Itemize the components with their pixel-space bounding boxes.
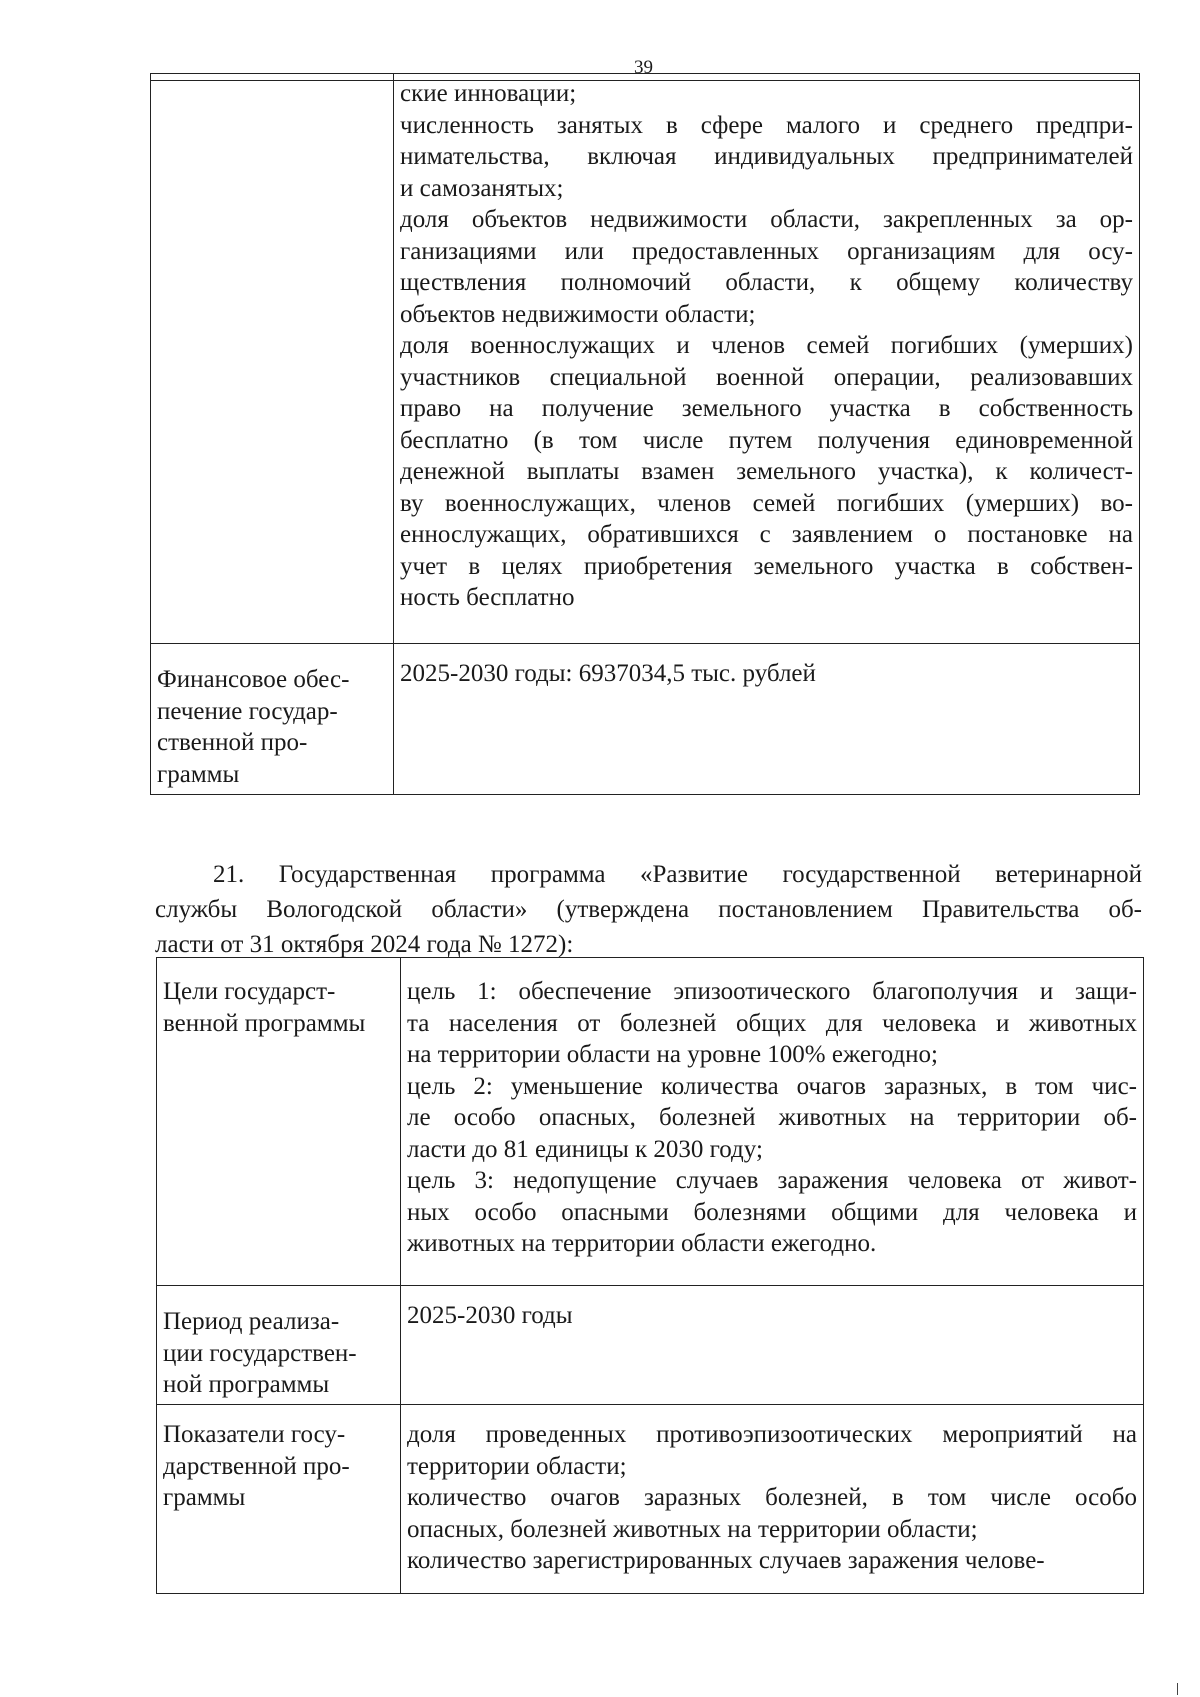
row-value-cell — [401, 1286, 1144, 1405]
text-line: ву военнослужащих, членов семей погибших (умерших) во- — [400, 489, 1133, 517]
text-line: Финансовое обес- — [157, 666, 350, 693]
text-line: учет в целях приобретения земельного участка в собствен- — [400, 552, 1133, 580]
text-line: дарственной про- — [163, 1452, 350, 1480]
text-line: ции государствен- — [163, 1339, 357, 1367]
text-line: денежной выплаты взамен земельного участка), к количест- — [400, 458, 1133, 485]
text-line: ных особо опасными болезнями общими для человека и — [407, 1198, 1137, 1226]
row-value — [400, 78, 1133, 614]
text-line: численность занятых в сфере малого и среднего предпри- — [400, 111, 1133, 139]
text-line: цель 1: обеспечение эпизоотического благополучия и защи- — [407, 978, 1137, 1005]
text-line: ной программы — [163, 1371, 330, 1398]
text-line: Цели государст- — [163, 978, 336, 1005]
row-label-cell — [157, 958, 401, 1286]
row-value — [407, 1300, 1137, 1332]
text-line: доля проведенных противоэпизоотических мероприятий на — [407, 1421, 1137, 1448]
text-line: и самозанятых; — [400, 174, 564, 202]
row-label — [163, 1306, 394, 1401]
row-value-cell — [401, 1405, 1144, 1594]
text-line: ность бесплатно — [400, 584, 575, 611]
row-label-cell — [151, 644, 394, 795]
text-line: ственной про- — [157, 729, 308, 756]
text-line: граммы — [157, 760, 240, 788]
row-value — [407, 1419, 1137, 1577]
row-value-cell — [401, 958, 1144, 1286]
text-line: печение государ- — [157, 697, 338, 725]
text-line: 2025-2030 годы — [407, 1302, 573, 1329]
paragraph-line: ласти от 31 октября 2024 года № 1272): — [155, 931, 574, 958]
row-label-cell — [157, 1286, 401, 1405]
text-line: объектов недвижимости области; — [400, 300, 756, 328]
text-line: опасных, болезней животных на территории области; — [407, 1515, 978, 1543]
row-label — [157, 664, 387, 790]
paragraph-line: службы Вологодской области» (утверждена постановлением Правительства об- — [155, 896, 1142, 923]
table-row — [157, 1286, 1144, 1405]
row-value-cell — [394, 644, 1140, 795]
row-label-cell — [151, 74, 394, 644]
table-row — [151, 74, 1140, 644]
paragraph-line: 21. Государственная программа «Развитие государственной ветеринарной — [213, 861, 1142, 888]
text-line: количество очагов заразных болезней, в том числе особо — [407, 1484, 1137, 1511]
text-line: нимательства, включая индивидуальных предпринимателей — [400, 143, 1133, 170]
text-line: право на получение земельного участка в собственность — [400, 395, 1133, 422]
row-label — [163, 1419, 394, 1514]
text-line: доля объектов недвижимости области, закрепленных за ор- — [400, 206, 1133, 233]
text-line: количество зарегистрированных случаев заражения челове- — [407, 1547, 1045, 1574]
text-line: цель 2: уменьшение количества очагов заразных, в том чис- — [407, 1072, 1137, 1100]
text-line: граммы — [163, 1484, 246, 1511]
text-line: Период реализа- — [163, 1308, 340, 1335]
passport-table-continued — [150, 73, 1140, 795]
program-heading-paragraph — [155, 857, 1142, 962]
text-line: ганизациями или предоставленных организациям для осу- — [400, 237, 1133, 265]
text-line: ласти до 81 единицы к 2030 году; — [407, 1135, 763, 1163]
scan-mark — [1177, 1683, 1178, 1695]
page-number: 39 — [634, 57, 653, 78]
text-line: на территории области на уровне 100% ежегодно; — [407, 1041, 938, 1068]
row-value — [400, 658, 1133, 690]
table-row — [151, 644, 1140, 795]
row-label — [163, 976, 394, 1039]
text-line: ществления полномочий области, к общему количеству — [400, 269, 1133, 296]
text-line: территории области; — [407, 1452, 627, 1480]
text-line: цель 3: недопущение случаев заражения человека от живот- — [407, 1167, 1137, 1194]
row-label-cell — [157, 1405, 401, 1594]
text-line: бесплатно (в том числе путем получения единовременной — [400, 426, 1133, 454]
text-line: участников специальной военной операции, реализовавших — [400, 363, 1133, 391]
text-line: животных на территории области ежегодно. — [407, 1230, 877, 1257]
text-line: венной программы — [163, 1009, 366, 1037]
table-row — [157, 1405, 1144, 1594]
text-line: ские инновации; — [400, 80, 577, 107]
veterinary-program-passport-table — [156, 957, 1144, 1594]
text-line: доля военнослужащих и членов семей погибших (умерших) — [400, 332, 1133, 359]
text-line: Показатели госу- — [163, 1421, 346, 1448]
table-row — [157, 958, 1144, 1286]
text-line: ле особо опасных, болезней животных на территории об- — [407, 1104, 1137, 1131]
text-line: 2025-2030 годы: 6937034,5 тыс. рублей — [400, 660, 816, 687]
row-value — [407, 976, 1137, 1260]
row-value-cell — [394, 74, 1140, 644]
text-line: еннослужащих, обратившихся с заявлением о постановке на — [400, 521, 1133, 548]
text-line: та населения от болезней общих для человека и животных — [407, 1009, 1137, 1037]
